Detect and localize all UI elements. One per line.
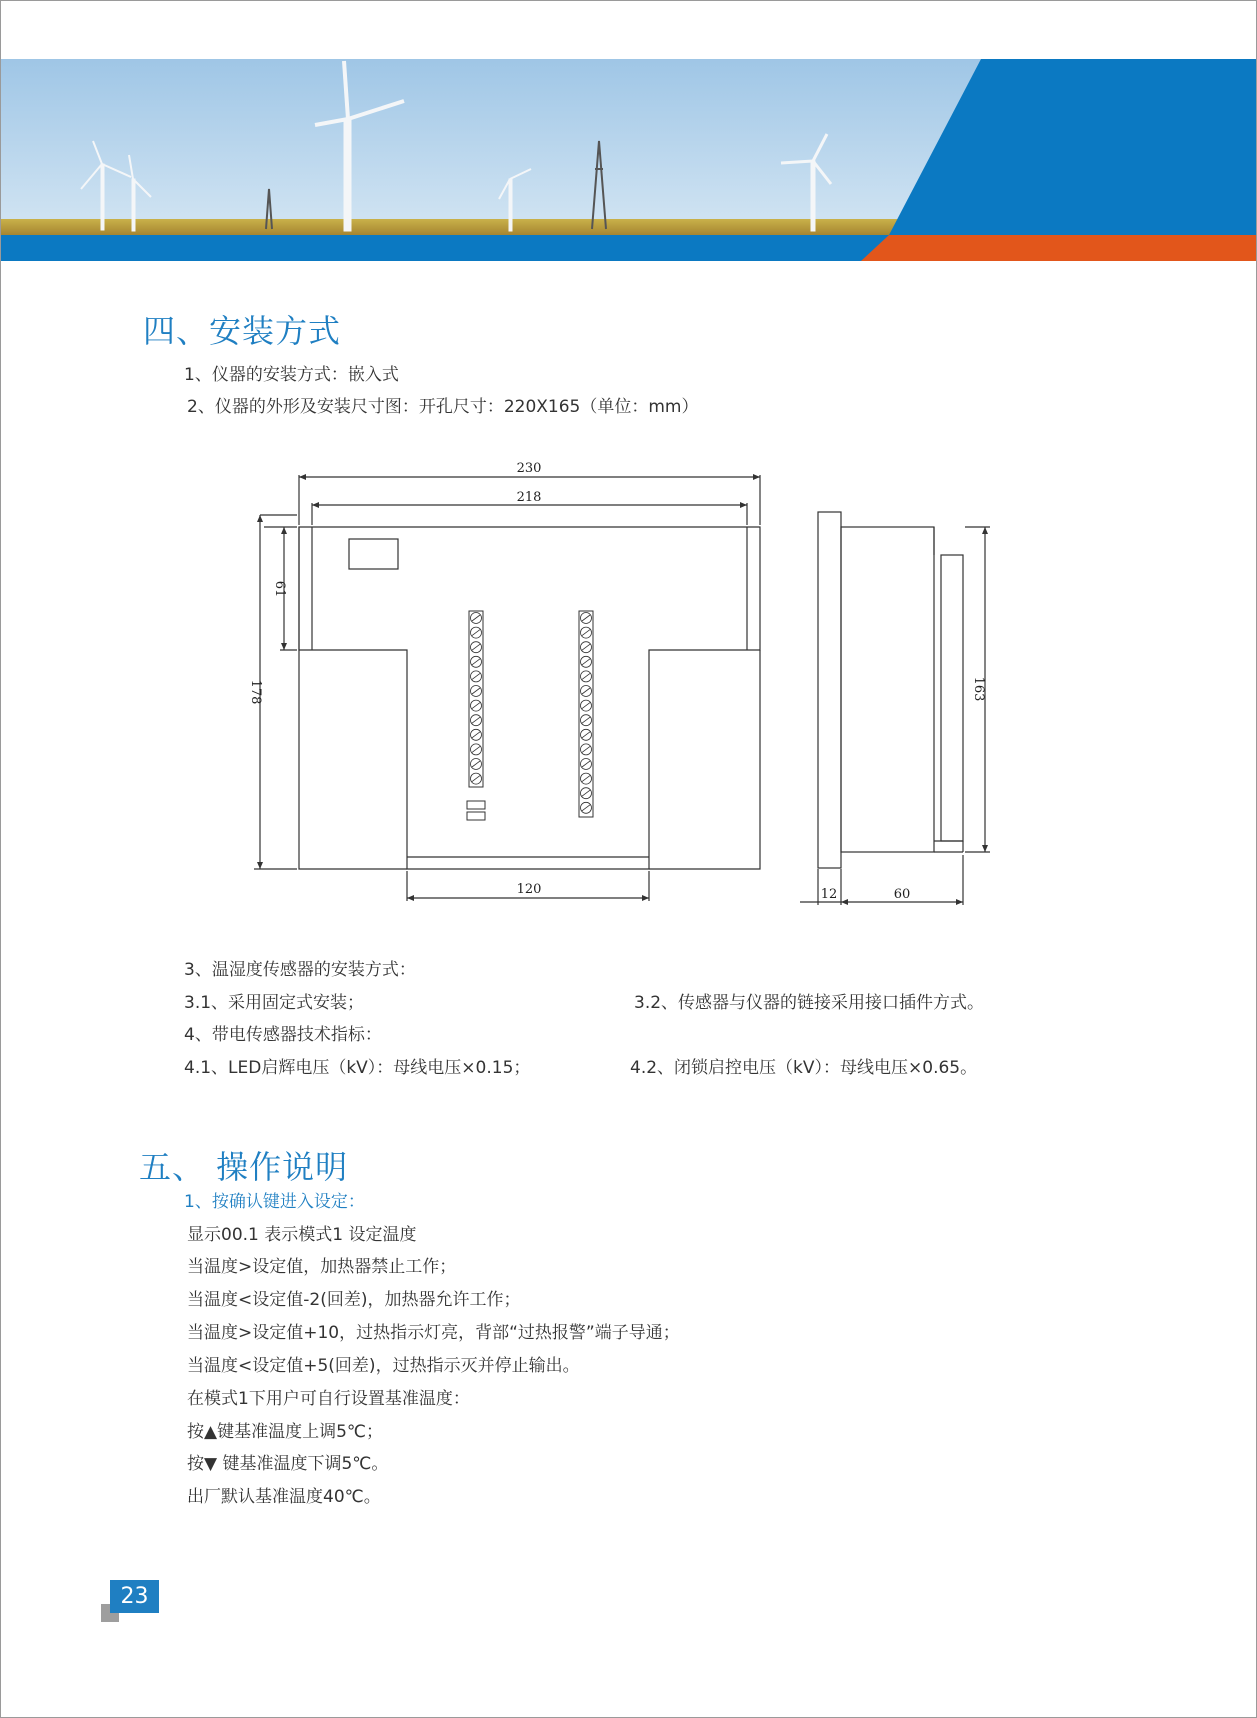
sensor-spec-heading: 4、带电传感器技术指标： (184, 1025, 382, 1045)
section5-title: 五、 操作说明 (139, 1148, 349, 1186)
section4-title: 四、安装方式 (143, 312, 342, 350)
op-line: 当温度<设定值-2(回差)，加热器允许工作； (187, 1290, 521, 1310)
side-flange (818, 512, 841, 868)
fuse-symbol (467, 801, 485, 820)
install-method: 1、仪器的安装方式：嵌入式 (184, 365, 399, 385)
side-body (841, 527, 934, 852)
dim-178: 178 (248, 679, 263, 705)
op-line: 显示00.1 表示模式1 设定温度 (187, 1225, 417, 1245)
op-line: 出厂默认基准温度40℃。 (187, 1487, 381, 1507)
dim-230: 230 (516, 461, 542, 476)
op-line: 当温度>设定值+10，过热指示灯亮，背部“过热报警”端子导通； (187, 1323, 680, 1343)
section5-subtitle: 1、按确认键进入设定： (184, 1192, 365, 1212)
dimension-drawing (240, 455, 1000, 915)
op-line: 当温度<设定值+5(回差)，过热指示灭并停止输出。 (187, 1356, 580, 1376)
header-banner (1, 59, 1256, 261)
sensor-install-3-2: 3.2、传感器与仪器的链接采用接口插件方式。 (634, 993, 985, 1013)
dim-163: 163 (971, 676, 986, 702)
op-line: 在模式1下用户可自行设置基准温度： (187, 1389, 470, 1409)
panel-outline (299, 527, 760, 869)
dim-120: 120 (516, 882, 542, 897)
page-number: 23 (120, 1584, 149, 1609)
op-line: 按▲键基准温度上调5℃； (187, 1422, 383, 1442)
op-line: 按▼ 键基准温度下调5℃。 (187, 1454, 389, 1474)
install-dimensions: 2、仪器的外形及安装尺寸图：开孔尺寸：220X165（单位：mm） (187, 397, 699, 417)
op-line: 当温度>设定值，加热器禁止工作； (187, 1257, 457, 1277)
sensor-spec-4-2: 4.2、闭锁启控电压（kV）：母线电压×0.65。 (630, 1058, 978, 1078)
sensor-install-heading: 3、温湿度传感器的安装方式： (184, 960, 416, 980)
side-connector (941, 555, 963, 841)
dim-60: 60 (893, 887, 911, 902)
sensor-spec-4-1: 4.1、LED启辉电压（kV）：母线电压×0.15； (184, 1058, 531, 1078)
dim-218: 218 (516, 490, 542, 505)
sensor-install-3-1: 3.1、采用固定式安装； (184, 993, 365, 1013)
dim-12: 12 (820, 887, 838, 902)
terminal-strip-left (469, 611, 483, 787)
display-window (349, 539, 398, 569)
dim-61: 61 (272, 580, 287, 598)
